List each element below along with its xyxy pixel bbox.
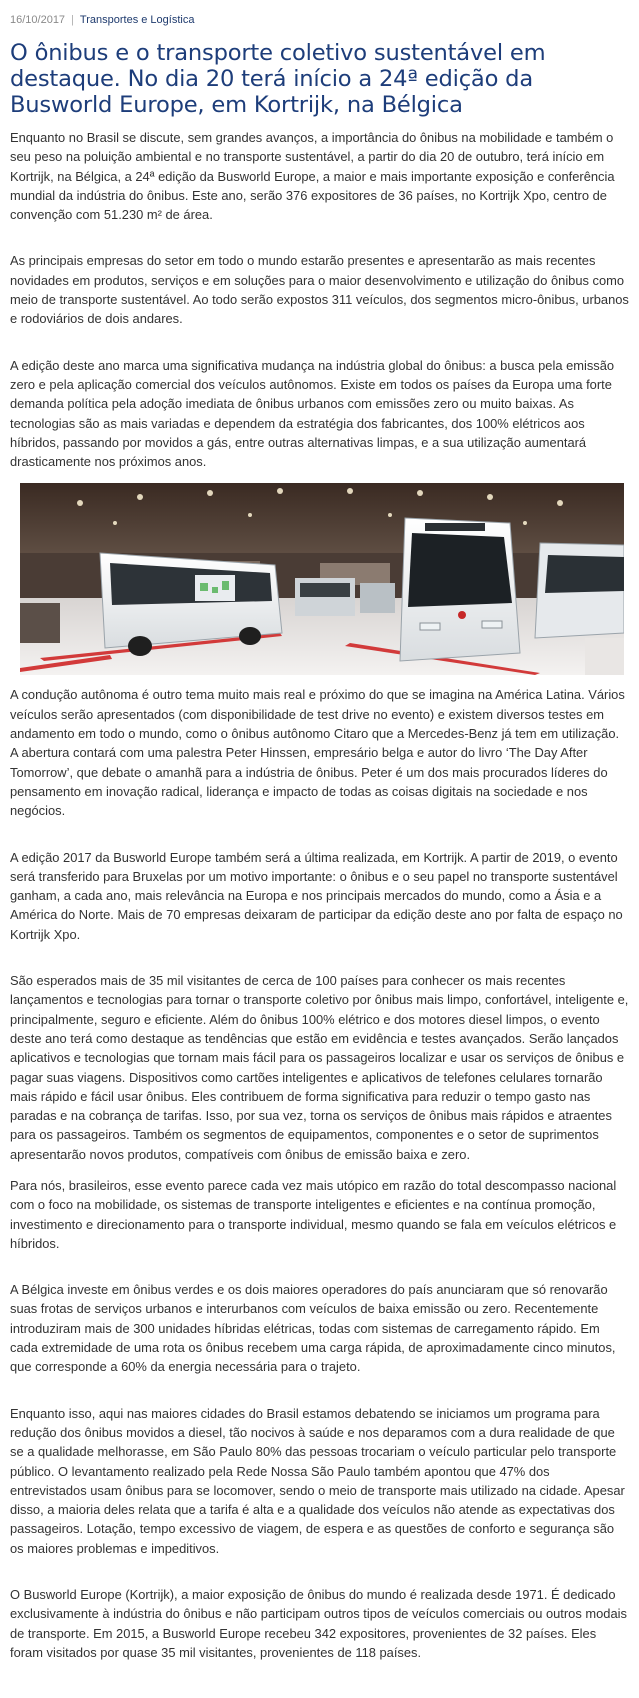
article-title: O ônibus e o transporte coletivo sustentável em destaque. No dia 20 terá início a 24ª edição da Busworld Europe, em Kortrijk, na Bélgica	[10, 40, 546, 118]
category-link[interactable]: Transportes e Logística	[79, 14, 195, 26]
paragraph: Enquanto isso, aqui nas maiores cidades do Brasil estamos debatendo se iniciamos um programa para redução dos ônibus movidos a diesel, tão nocivos à saúde e nos deparamos com a dura realidade de que se a qualidade melhorasse, em São Paulo 80% das pessoas trocariam o veículo particular pelo transporte público. O levantamento realizado pela Rede Nossa São Paulo também apontou que 47% dos entrevistados usam ônibus para se locomover, sendo o meio de transporte mais utilizado na cidade. Apesar disso, a maioria deles relata que a tarifa é alta e a qualidade dos veículos não atende as expectativas dos passageiros. Lotação, tempo excessivo de viagem, de espera e as questões de conforto e segurança são os maiores problemas e impeditivos.	[10, 1405, 625, 1556]
meta-separator: |	[71, 14, 74, 26]
paragraph: A edição 2017 da Busworld Europe também será a última realizada, em Kortrijk. A partir de 2019, o evento será transferido para Bruxelas por um motivo importante: o ônibus e o seu papel no transporte sustentável ganham, a cada ano, mais relevância na Europa e nos principais mercados do mundo, como a Ásia e a América do Norte. Mais de 70 empresas deixaram de participar da edição deste ano por falta de espaço no Kortrijk Xpo.	[10, 849, 623, 942]
paragraph: A edição deste ano marca uma significativa mudança na indústria global do ônibus: a busca pela emissão zero e pela aplicação comercial dos veículos autônomos. Existe em todos os países da Europa uma forte demanda política pela adoção imediata de ônibus urbanos com emissões zero ou muito baixas. As tecnologias são as mais variadas e dependem da estratégia dos fabricantes, dos 100% elétricos aos híbridos, passando por movidos a gás, entre outras alternativas limpas, e a sua utilização aumentará drasticamente nos próximos anos.	[10, 357, 615, 470]
paragraph: A Bélgica investe em ônibus verdes e os dois maiores operadores do país anunciaram que só renovarão suas frotas de serviços urbanos e interurbanos com veículos de baixa emissão ou zero. Recentemente introduziram mais de 300 unidades híbridas elétricas, todas com sistemas de carregamento rápido. Em cada extremidade de uma rota os ônibus recebem uma carga rápida, de aproximadamente cinco minutos, que corresponde a 60% da energia necessária para o trajeto.	[10, 1282, 616, 1375]
exhibition-hall-buses-photo	[20, 483, 624, 675]
paragraph: Para nós, brasileiros, esse evento parece cada vez mais utópico em razão do total descompasso nacional com o foco na mobilidade, os sistemas de transporte inteligentes e eficientes e na contínua promoção, investimento e direcionamento para o transporte individual, mesmo quando se fala em veículos elétricos e híbridos.	[10, 1177, 617, 1251]
article-meta	[10, 12, 629, 28]
paragraph: O Busworld Europe (Kortrijk), a maior exposição de ônibus do mundo é realizada desde 1971. É dedicado exclusivamente à indústria do ônibus e não participam outros tipos de veículos comerciais ou outros modais de transporte. Em 2015, a Busworld Europe recebeu 342 expositores, provenientes de 32 países. Eles foram visitados por quase 35 mil visitantes, provenientes de 118 países.	[10, 1587, 627, 1660]
paragraph: As principais empresas do setor em todo o mundo estarão presentes e apresentarão as mais recentes novidades em produtos, serviços e em soluções para o maior desenvolvimento e utilização do ônibus como meio de transporte sustentável. Ao todo serão expostos 311 veículos, dos segmentos micro-ônibus, urbanos e rodoviários de dois andares.	[10, 253, 629, 327]
paragraph: Enquanto no Brasil se discute, sem grandes avanços, a importância do ônibus na mobilidade e também o seu peso na poluição ambiental e no transporte sustentável, a partir do dia 20 de outubro, terá início em Kortrijk, na Bélgica, a 24ª edição da Busworld Europe, a maior e mais importante exposição e conferência mundial da indústria do ônibus. Este ano, serão 376 expositores de 36 países, no Kortrijk Xpo, centro de convenção com 51.230 m² de área.	[10, 130, 615, 223]
publish-date: 16/10/2017	[10, 14, 66, 26]
paragraph: A condução autônoma é outro tema muito mais real e próximo do que se imagina na América Latina. Vários veículos serão apresentados (com disponibilidade de test drive no evento) e existem diversos testes em andamento em todo o mundo, como o ônibus autônomo Citaro que a Mercedes-Benz já tem em utilização. A abertura contará com uma palestra Peter Hinssen, empresário belga e autor do livro ‘The Day After Tomorrow’, que debate o amanhã para a indústria de ônibus. Peter é um dos mais procurados líderes do pensamento em inovação radical, liderança e impacto de todas as coisas digitais na sociedade e nos negócios.	[10, 687, 625, 819]
paragraph: São esperados mais de 35 mil visitantes de cerca de 100 países para conhecer os mais recentes lançamentos e tecnologias para tornar o transporte coletivo por ônibus mais limpo, confortável, inteligente e, principalmente, seguro e eficiente. Além do ônibus 100% elétrico e dos motores diesel limpos, o evento deste ano terá como destaque as tendências que estão em evidência e testes avançados. Serão lançados aplicativos e tecnologias que tornam mais fácil para os passageiros localizar e usar os serviços de ônibus e pagar suas viagens. Dispositivos como cartões inteligentes e aplicativos de telefones celulares tornarão mais rápido e fácil usar ônibus. Eles contribuem de forma significativa para reduzir o tempo gasto nas paradas e na cobrança de tarifas. Isso, por sua vez, torna os serviços de ônibus mais rápidos e atraentes para os passageiros. Também os segmentos de equipamentos, componentes e o setor de suprimentos apresentarão novos produtos, compatíveis com ônibus de emissão baixa e zero.	[10, 973, 629, 1162]
